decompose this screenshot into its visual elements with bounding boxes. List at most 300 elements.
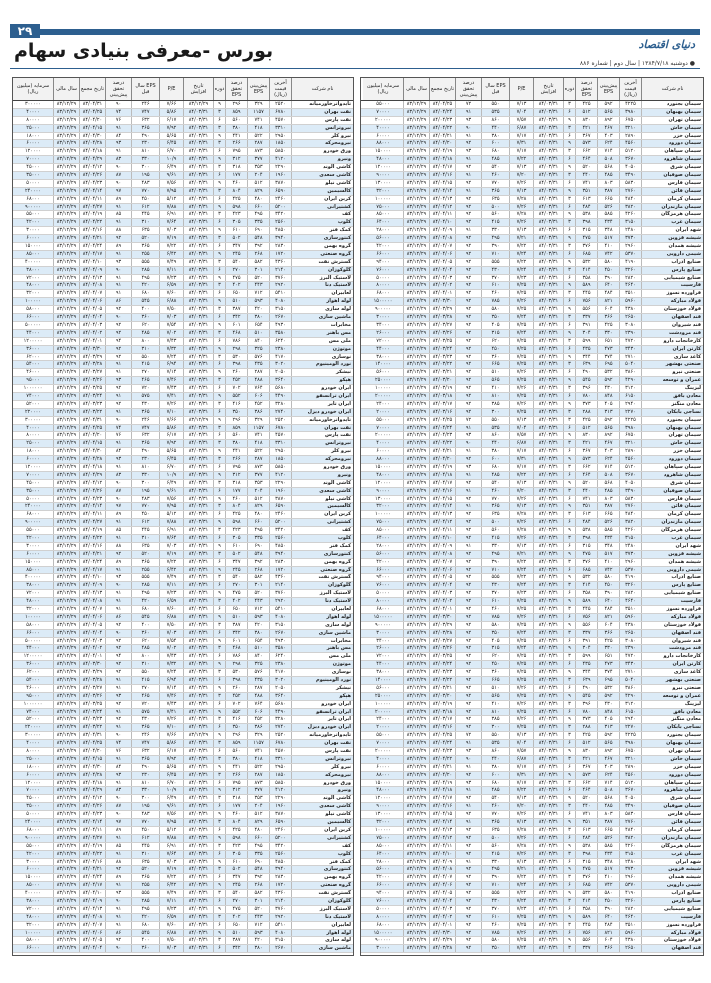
cell-eps-pred: ۵۴۸ bbox=[247, 235, 269, 242]
cell-capital: ۶۰۰۰۰ bbox=[26, 550, 40, 557]
col-capital: سرمایه (میلیون ریال) bbox=[363, 78, 403, 100]
company-name: ایران تایر bbox=[291, 401, 353, 408]
cell-pe: ۷/۲۴ bbox=[509, 898, 533, 905]
cell-capital: ۱۰۰۰۰۰ bbox=[374, 385, 392, 392]
cell-period: ۶ bbox=[213, 827, 225, 834]
cell-pct: ۹۰ bbox=[455, 756, 481, 763]
cell-eps-pred: ۶۵۴ bbox=[247, 322, 269, 329]
cell-year: ۸۳/۱۲/۲۹ bbox=[403, 496, 429, 503]
cell-eps-prev: ۳۵۰ bbox=[481, 945, 509, 952]
cell-eps-pred: ۳۳۰ bbox=[597, 330, 619, 337]
cell-price: ۳۸۲۰ bbox=[619, 835, 641, 842]
cell-pe: ۷/۲۲ bbox=[509, 787, 533, 794]
cell-price: ۳۱۵۰ bbox=[619, 219, 641, 226]
table-row bbox=[361, 882, 703, 890]
cell-eps-pred: ۴۱۰ bbox=[597, 559, 619, 566]
cell-pct: ۹۲ bbox=[105, 622, 131, 629]
cell-pe: ۷/۲۶ bbox=[509, 496, 533, 503]
cell-eps-pred: ۳۳۵ bbox=[247, 219, 269, 226]
cell-pe: ۷/۲۵ bbox=[509, 346, 533, 353]
cell-eps-pred: ۵۹۲ bbox=[597, 693, 619, 700]
cell-period: ۹ bbox=[213, 298, 225, 305]
company-name: فولاد خوزستان bbox=[641, 937, 703, 944]
cell-pe: ۷/۱۳ bbox=[509, 101, 533, 108]
cell-change: ۸۴/۰۳/۳۱ bbox=[183, 338, 213, 345]
cell-year: ۸۳/۱۲/۲۹ bbox=[53, 740, 79, 747]
cell-eps-prev: ۶۳۵ bbox=[481, 511, 509, 518]
cell-year: ۸۳/۱۲/۲۹ bbox=[403, 811, 429, 818]
table-row bbox=[13, 243, 353, 251]
cell-price: ۲۵۶۰ bbox=[269, 535, 291, 542]
cell-date: ۸۴/۰۳/۲۳ bbox=[429, 669, 455, 676]
cell-change: ۸۴/۰۳/۳۱ bbox=[533, 125, 563, 132]
company-name: کاشی نیلو bbox=[291, 811, 353, 818]
company-name: کمک فنر bbox=[291, 859, 353, 866]
cell-period: ۹ bbox=[563, 772, 575, 779]
cell-price: ۳۵۸۰ bbox=[269, 330, 291, 337]
cell-period: ۳ bbox=[563, 701, 575, 708]
cell-eps-prev: ۴۶۵ bbox=[131, 377, 159, 384]
cell-change: ۸۴/۰۳/۳۱ bbox=[533, 590, 563, 597]
cell-date: ۸۴/۰۴/۰۳ bbox=[429, 906, 455, 913]
company-name: ماشین سازی bbox=[291, 945, 353, 952]
cell-date: ۸۴/۰۴/۰۱ bbox=[429, 922, 455, 929]
cell-eps-pred: ۴۹۵ bbox=[247, 211, 269, 218]
cell-eps-real: ۵۲۰ bbox=[575, 795, 597, 802]
cell-year: ۸۳/۱۲/۲۹ bbox=[403, 756, 429, 763]
cell-eps-pred: ۵۹۲ bbox=[597, 101, 619, 108]
cell-pe: ۶/۴۲ bbox=[159, 882, 183, 889]
cell-period: ۶ bbox=[563, 180, 575, 187]
cell-date: ۸۴/۰۳/۲۵ bbox=[79, 701, 105, 708]
cell-year: ۸۳/۱۲/۲۹ bbox=[53, 653, 79, 660]
table-row bbox=[13, 661, 353, 669]
cell-year: ۸۳/۱۲/۲۹ bbox=[403, 898, 429, 905]
table-body bbox=[13, 101, 353, 953]
cell-pe: ۷/۶۰ bbox=[159, 290, 183, 297]
cell-eps-prev: ۳۷۰ bbox=[481, 906, 509, 913]
cell-capital: ۱۵۰۰۰۰۰ bbox=[373, 613, 393, 620]
cell-capital: ۵۰۰۰۰ bbox=[376, 274, 390, 281]
cell-eps-prev: ۲۳۰ bbox=[131, 140, 159, 147]
cell-eps-real: ۶۶۲ bbox=[575, 464, 597, 471]
cell-eps-pred: ۴۲۰ bbox=[247, 622, 269, 629]
cell-date: ۸۴/۰۴/۱۸ bbox=[429, 472, 455, 479]
table-row bbox=[361, 377, 703, 385]
cell-eps-prev: ۶۱۰ bbox=[481, 598, 509, 605]
col-year: سال مالی bbox=[403, 78, 429, 100]
table-row bbox=[361, 472, 703, 480]
table-row bbox=[361, 409, 703, 417]
cell-eps-real: ۳۴۴ bbox=[575, 669, 597, 676]
cell-eps-prev: ۷۴۷ bbox=[131, 109, 159, 116]
cell-eps-prev: ۷۸۵ bbox=[481, 614, 509, 621]
cell-period: ۹ bbox=[563, 890, 575, 897]
cell-price: ۲۴۶۰ bbox=[269, 511, 291, 518]
cell-change: ۸۴/۰۳/۳۱ bbox=[183, 219, 213, 226]
cell-change: ۸۴/۰۳/۳۱ bbox=[533, 338, 563, 345]
cell-eps-prev: ۳۳۰ bbox=[481, 543, 509, 550]
cell-period: ۶ bbox=[213, 748, 225, 755]
company-name: گروه بهمن bbox=[291, 243, 353, 250]
cell-date: ۸۴/۰۳/۲۴ bbox=[429, 661, 455, 668]
cell-pe: ۷/۱۳ bbox=[509, 819, 533, 826]
cell-pct: ۹۲ bbox=[455, 914, 481, 921]
cell-eps-pred: ۸۷۳ bbox=[247, 464, 269, 471]
cell-eps-real: ۲۹۸ bbox=[225, 661, 247, 668]
cell-period: ۶ bbox=[563, 787, 575, 794]
cell-year: ۸۳/۱۲/۲۹ bbox=[53, 930, 79, 937]
cell-change: ۸۴/۰۳/۳۱ bbox=[183, 914, 213, 921]
cell-eps-prev: ۵۴۵ bbox=[131, 298, 159, 305]
cell-pct: ۹۲ bbox=[455, 693, 481, 700]
cell-eps-real: ۳۱۵ bbox=[575, 543, 597, 550]
cell-eps-prev: ۳۸۰ bbox=[481, 448, 509, 455]
cell-pct: ۹۴ bbox=[105, 653, 131, 660]
cell-pe: ۷/۲۶ bbox=[509, 835, 533, 842]
company-name: سیمان سپاهان bbox=[641, 780, 703, 787]
cell-year: ۸۳/۱۲/۲۹ bbox=[403, 488, 429, 495]
cell-capital: ۹۰۰۰۰ bbox=[376, 803, 390, 810]
cell-capital: ۲۵۰۰۰ bbox=[26, 755, 40, 762]
cell-change: ۸۴/۰۳/۳۱ bbox=[183, 677, 213, 684]
cell-eps-real: ۷۸۶ bbox=[225, 653, 247, 660]
table-row bbox=[361, 638, 703, 646]
cell-price: ۲۹۶۰ bbox=[619, 874, 641, 881]
cell-year: ۸۳/۱۲/۲۹ bbox=[53, 117, 79, 124]
cell-pct: ۹۱ bbox=[455, 787, 481, 794]
cell-period: ۶ bbox=[563, 472, 575, 479]
cell-eps-real: ۵۴۰ bbox=[225, 574, 247, 581]
table-row bbox=[13, 890, 353, 898]
cell-year: ۸۳/۱۲/۲۹ bbox=[53, 535, 79, 542]
cell-eps-real: ۷۹۵ bbox=[225, 464, 247, 471]
cell-price: ۲۱۴۰ bbox=[269, 582, 291, 589]
cell-period: ۳ bbox=[563, 677, 575, 684]
cell-period: ۶ bbox=[213, 677, 225, 684]
cell-date: ۸۴/۰۴/۲۴ bbox=[429, 425, 455, 432]
cell-change: ۸۴/۰۳/۳۱ bbox=[533, 204, 563, 211]
cell-eps-pred: ۴۰۳ bbox=[597, 133, 619, 140]
cell-eps-prev: ۴۴۵ bbox=[131, 211, 159, 218]
cell-price: ۳۴۲۰ bbox=[269, 211, 291, 218]
cell-capital: ۴۶۰۰۰ bbox=[26, 684, 40, 691]
cell-pe: ۷/۱۹ bbox=[159, 235, 183, 242]
cell-price: ۱۹۶۰ bbox=[269, 803, 291, 810]
cell-eps-pred: ۵۰۸ bbox=[597, 472, 619, 479]
table-row bbox=[361, 133, 703, 141]
cell-pct: ۸۶ bbox=[105, 930, 131, 937]
cell-pe: ۷/۰۳ bbox=[159, 227, 183, 234]
cell-pe: ۷/۵۷ bbox=[509, 748, 533, 755]
cell-year: ۸۳/۱۲/۲۹ bbox=[53, 440, 79, 447]
cell-eps-real: ۷۴۱ bbox=[575, 496, 597, 503]
cell-eps-pred: ۶۰۴ bbox=[597, 622, 619, 629]
cell-capital: ۱۳۰۰۰۰ bbox=[374, 495, 392, 502]
cell-date: ۸۴/۰۴/۱۳ bbox=[79, 590, 105, 597]
cell-pct: ۹۱ bbox=[455, 503, 481, 510]
cell-year: ۸۳/۱۲/۲۹ bbox=[403, 914, 429, 921]
cell-eps-pred: ۴۶۷ bbox=[597, 440, 619, 447]
table-row bbox=[361, 204, 703, 212]
cell-eps-pred: ۴۴۳ bbox=[247, 914, 269, 921]
cell-period: ۶ bbox=[563, 930, 575, 937]
cell-capital: ۴۲۰۰۰ bbox=[376, 243, 390, 250]
cell-eps-pred: ۸۲۱ bbox=[597, 614, 619, 621]
cell-period: ۶ bbox=[563, 133, 575, 140]
cell-eps-pred: ۴۱۸ bbox=[247, 440, 269, 447]
cell-eps-pred: ۸۲۹ bbox=[247, 503, 269, 510]
cell-capital: ۲۰۰۰۰۰ bbox=[374, 708, 392, 715]
cell-date: ۸۴/۰۳/۲۹ bbox=[429, 937, 455, 944]
cell-period: ۶ bbox=[563, 204, 575, 211]
cell-period: ۶ bbox=[213, 780, 225, 787]
cell-period: ۶ bbox=[213, 701, 225, 708]
cell-pct: ۹۲ bbox=[455, 606, 481, 613]
company-name: تایدواترخاورمیانه bbox=[291, 732, 353, 739]
cell-eps-prev: ۳۶۵ bbox=[131, 125, 159, 132]
cell-date: ۸۴/۰۴/۱۱ bbox=[79, 196, 105, 203]
cell-year: ۸۳/۱۲/۲۹ bbox=[403, 385, 429, 392]
cell-change: ۸۴/۰۳/۳۱ bbox=[183, 425, 213, 432]
cell-eps-prev: ۷۷۰ bbox=[131, 188, 159, 195]
cell-period: ۹ bbox=[563, 748, 575, 755]
cell-year: ۸۳/۱۲/۲۹ bbox=[53, 787, 79, 794]
company-name: شیمی دارویی bbox=[641, 567, 703, 574]
company-name: نیرومحرکه bbox=[291, 456, 353, 463]
cell-eps-real: ۵۹۸ bbox=[225, 519, 247, 526]
cell-change: ۸۴/۰۳/۳۱ bbox=[183, 937, 213, 944]
cell-pct: ۹۲ bbox=[455, 401, 481, 408]
cell-capital: ۴۸۰۰۰ bbox=[376, 156, 390, 163]
cell-pct: ۹۲ bbox=[455, 164, 481, 171]
cell-pe: ۷/۲۱ bbox=[509, 866, 533, 873]
cell-change: ۸۴/۰۳/۳۱ bbox=[533, 543, 563, 550]
cell-eps-real: ۲۶۶ bbox=[225, 456, 247, 463]
cell-price: ۵۹۶۰ bbox=[619, 614, 641, 621]
cell-period: ۳ bbox=[563, 945, 575, 952]
cell-year: ۸۳/۱۲/۲۹ bbox=[403, 361, 429, 368]
table-row bbox=[13, 851, 353, 859]
cell-eps-real: ۴۶۰ bbox=[225, 811, 247, 818]
cell-pct: ۹۲ bbox=[105, 551, 131, 558]
cell-date: ۸۴/۰۴/۱۲ bbox=[429, 204, 455, 211]
cell-date: ۸۴/۰۴/۲۰ bbox=[429, 456, 455, 463]
cell-pct: ۹۲ bbox=[455, 496, 481, 503]
cell-pct: ۹۲ bbox=[455, 653, 481, 660]
table-row bbox=[13, 653, 353, 661]
cell-period: ۳ bbox=[213, 282, 225, 289]
cell-change: ۸۴/۰۳/۳۱ bbox=[183, 259, 213, 266]
cell-pe: ۶/۷۰ bbox=[159, 148, 183, 155]
cell-eps-prev: ۵۵۵ bbox=[131, 574, 159, 581]
cell-date: ۸۴/۰۴/۰۴ bbox=[429, 267, 455, 274]
cell-change: ۸۴/۰۳/۳۱ bbox=[533, 432, 563, 439]
cell-eps-real: ۲۸۸ bbox=[575, 724, 597, 731]
cell-period: ۹ bbox=[563, 503, 575, 510]
col-change: تاریخ افزایش bbox=[183, 78, 213, 100]
cell-eps-real: ۲۷۰ bbox=[225, 267, 247, 274]
company-name: گلوکوزان bbox=[291, 267, 353, 274]
cell-pct: ۹۲ bbox=[105, 866, 131, 873]
cell-period: ۳ bbox=[213, 645, 225, 652]
cell-price: ۶۷۵۰ bbox=[619, 432, 641, 439]
cell-price: ۲۰۵۰ bbox=[269, 369, 291, 376]
cell-capital: ۱۲۰۰۰۰ bbox=[24, 779, 42, 786]
cell-change: ۸۴/۰۳/۳۱ bbox=[183, 133, 213, 140]
cell-change: ۸۴/۰۳/۳۱ bbox=[183, 827, 213, 834]
cell-year: ۸۳/۱۲/۲۹ bbox=[403, 196, 429, 203]
table-row bbox=[13, 219, 353, 227]
cell-change: ۸۴/۰۳/۳۱ bbox=[533, 559, 563, 566]
cell-pct: ۹۲ bbox=[455, 922, 481, 929]
cell-date: ۸۴/۰۴/۱۷ bbox=[429, 480, 455, 487]
cell-eps-prev: ۳۱۰ bbox=[131, 851, 159, 858]
cell-capital: ۴۵۰۰۰ bbox=[26, 795, 40, 802]
cell-eps-prev: ۵۵۵ bbox=[481, 574, 509, 581]
table-row bbox=[13, 677, 353, 685]
cell-period: ۳ bbox=[213, 330, 225, 337]
table-row bbox=[13, 535, 353, 543]
cell-eps-pred: ۵۴۸ bbox=[247, 866, 269, 873]
table-row bbox=[361, 511, 703, 519]
cell-price: ۳۷۶۰ bbox=[269, 275, 291, 282]
cell-year: ۸۳/۱۲/۲۹ bbox=[403, 874, 429, 881]
cell-price: ۳۲۸۰ bbox=[269, 716, 291, 723]
cell-period: ۶ bbox=[563, 906, 575, 913]
cell-year: ۸۳/۱۲/۲۹ bbox=[403, 227, 429, 234]
cell-pct: ۹۰ bbox=[105, 945, 131, 952]
cell-eps-prev: ۶۳۵ bbox=[131, 543, 159, 550]
cell-eps-pred: ۲۸۷ bbox=[247, 140, 269, 147]
cell-change: ۸۴/۰۳/۳۱ bbox=[533, 511, 563, 518]
cell-period: ۳ bbox=[213, 819, 225, 826]
company-name: سیمان دورود bbox=[641, 140, 703, 147]
cell-year: ۸۳/۱۲/۲۹ bbox=[53, 551, 79, 558]
cell-period: ۹ bbox=[563, 527, 575, 534]
cell-eps-prev: ۵۶۵ bbox=[481, 377, 509, 384]
company-name: نفت پارس bbox=[291, 748, 353, 755]
cell-date: ۸۴/۰۴/۱۰ bbox=[79, 890, 105, 897]
cell-year: ۸۳/۱۲/۲۹ bbox=[53, 780, 79, 787]
cell-price: ۴۸۵۰ bbox=[269, 227, 291, 234]
cell-period: ۳ bbox=[213, 756, 225, 763]
cell-capital: ۱۵۰۰۰۰ bbox=[374, 779, 392, 786]
cell-eps-prev: ۶۳۵ bbox=[481, 827, 509, 834]
cell-year: ۸۳/۱۲/۲۹ bbox=[53, 267, 79, 274]
cell-pct: ۹۲ bbox=[455, 551, 481, 558]
table-row bbox=[13, 298, 353, 306]
cell-period: ۳ bbox=[213, 527, 225, 534]
cell-date: ۸۴/۰۴/۱۲ bbox=[79, 795, 105, 802]
cell-pe: ۷/۲۶ bbox=[509, 701, 533, 708]
cell-capital: ۶۶۰۰۰ bbox=[376, 250, 390, 257]
cell-date: ۸۴/۰۴/۰۹ bbox=[79, 582, 105, 589]
cell-eps-prev: ۴۹۵ bbox=[481, 866, 509, 873]
cell-eps-pred: ۵۲۶ bbox=[597, 519, 619, 526]
cell-pct: ۹۳ bbox=[105, 574, 131, 581]
cell-change: ۸۴/۰۳/۳۱ bbox=[533, 464, 563, 471]
cell-capital: ۶۶۰۰۰ bbox=[376, 566, 390, 573]
table-row bbox=[13, 101, 353, 109]
cell-pe: ۶/۵۹ bbox=[159, 914, 183, 921]
cell-capital: ۷۰۰۰۰ bbox=[26, 787, 40, 794]
cell-eps-pred: ۳۷۷ bbox=[247, 156, 269, 163]
cell-period: ۳ bbox=[563, 803, 575, 810]
cell-capital: ۴۰۰۰۰ bbox=[26, 740, 40, 747]
cell-capital: ۴۸۰۰۰ bbox=[26, 598, 40, 605]
cell-eps-pred: ۳۸۰ bbox=[247, 314, 269, 321]
cell-pe: ۶/۴۹ bbox=[159, 164, 183, 171]
cell-eps-pred: ۵۲۲ bbox=[247, 448, 269, 455]
company-name: لوله سازی bbox=[291, 937, 353, 944]
cell-period: ۳ bbox=[213, 937, 225, 944]
cell-year: ۸۳/۱۲/۲۹ bbox=[53, 227, 79, 234]
cell-price: ۲۶۵۰ bbox=[619, 314, 641, 321]
col-year: سال مالی bbox=[53, 78, 79, 100]
cell-change: ۸۴/۰۳/۳۱ bbox=[183, 630, 213, 637]
cell-year: ۸۳/۱۲/۲۹ bbox=[53, 140, 79, 147]
cell-capital: ۹۰۰۰۰ bbox=[376, 487, 390, 494]
cell-pe: ۷/۹۵ bbox=[159, 188, 183, 195]
cell-pe: ۷/۲۰ bbox=[509, 488, 533, 495]
cell-price: ۲۴۶۰ bbox=[269, 196, 291, 203]
cell-year: ۸۳/۱۲/۲۹ bbox=[53, 890, 79, 897]
cell-period: ۹ bbox=[563, 117, 575, 124]
cell-pct: ۸۳ bbox=[105, 472, 131, 479]
cell-date: ۸۴/۰۳/۲۴ bbox=[79, 709, 105, 716]
cell-eps-real: ۳۸۰ bbox=[225, 756, 247, 763]
cell-eps-prev: ۷۴۷ bbox=[131, 425, 159, 432]
cell-date: ۸۴/۰۴/۲۳ bbox=[429, 748, 455, 755]
cell-pe: ۷/۰۴ bbox=[509, 425, 533, 432]
cell-period: ۳ bbox=[563, 922, 575, 929]
cell-eps-prev: ۴۹۰ bbox=[131, 764, 159, 771]
table-header bbox=[13, 78, 353, 101]
cell-date: ۸۴/۰۴/۱۵ bbox=[79, 125, 105, 132]
cell-date: ۸۴/۰۴/۱۵ bbox=[429, 811, 455, 818]
cell-eps-real: ۳۷۶ bbox=[575, 874, 597, 881]
cell-period: ۶ bbox=[213, 630, 225, 637]
cell-change: ۸۴/۰۳/۳۱ bbox=[533, 701, 563, 708]
cell-pe: ۷/۴۳ bbox=[159, 385, 183, 392]
company-name: معادن بافق bbox=[641, 393, 703, 400]
cell-pe: ۷/۲۶ bbox=[509, 180, 533, 187]
page-number: ۲۹ bbox=[10, 24, 40, 38]
cell-price: ۲۸۹۰ bbox=[619, 448, 641, 455]
cell-pe: ۵/۱۲ bbox=[159, 827, 183, 834]
cell-price: ۴۹۳۰ bbox=[269, 322, 291, 329]
table-row bbox=[13, 354, 353, 362]
table-row bbox=[13, 787, 353, 795]
cell-eps-prev: ۶۳۵ bbox=[131, 227, 159, 234]
cell-pe: ۷/۳۲ bbox=[159, 346, 183, 353]
cell-price: ۳۶۴۰ bbox=[269, 693, 291, 700]
cell-period: ۶ bbox=[563, 251, 575, 258]
cell-change: ۸۴/۰۳/۳۱ bbox=[533, 685, 563, 692]
cell-change: ۸۴/۰۳/۳۱ bbox=[183, 409, 213, 416]
cell-pe: ۷/۲۲ bbox=[159, 243, 183, 250]
company-name: گلوکوزان bbox=[291, 898, 353, 905]
cell-eps-real: ۳۶۷ bbox=[575, 133, 597, 140]
cell-eps-prev: ۲۷۰ bbox=[131, 369, 159, 376]
cell-capital: ۶۸۰۰۰ bbox=[376, 606, 390, 612]
cell-period: ۶ bbox=[213, 338, 225, 345]
cell-eps-prev: ۸۶۰ bbox=[481, 117, 509, 124]
cell-pe: ۷/۸۸ bbox=[159, 835, 183, 842]
cell-date: ۸۴/۰۴/۰۱ bbox=[429, 606, 455, 613]
cell-date: ۸۴/۰۳/۲۷ bbox=[429, 638, 455, 645]
